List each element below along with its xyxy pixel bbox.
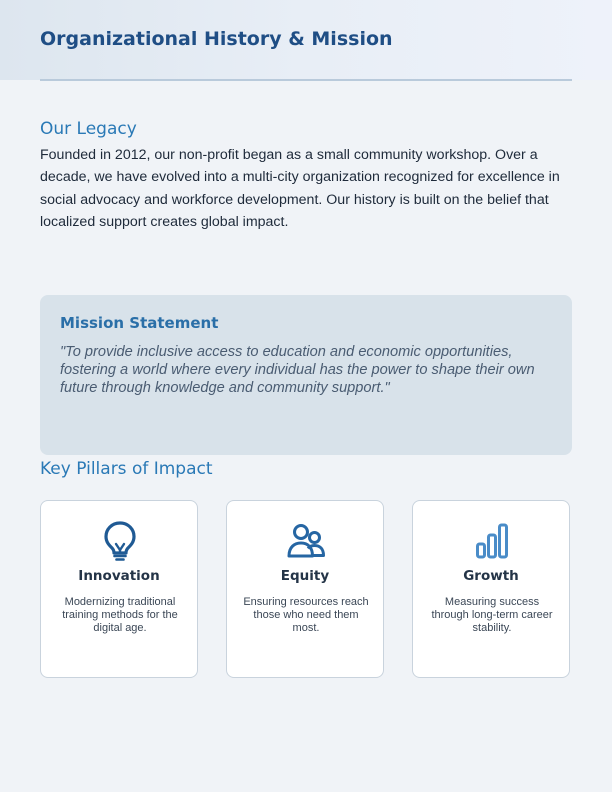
pillar-description: Ensuring resources reach those who need them most.	[243, 596, 369, 634]
legacy-text: Founded in 2012, our non-profit began as a small community workshop. Over a decade, we have evolved into a multi-city organization recognized for excellence in social advocacy and workforce development. Our history is built on the belief that localized support creates global impact.	[40, 147, 560, 231]
lightbulb-icon	[100, 519, 140, 561]
pillar-title: Equity	[280, 568, 330, 584]
header-divider	[40, 79, 572, 81]
pillar-title: Innovation	[78, 568, 160, 584]
pillar-card-growth	[412, 500, 570, 678]
mission-heading: Mission Statement	[60, 314, 219, 332]
pillars-heading: Key Pillars of Impact	[40, 459, 213, 479]
pillar-card-innovation	[40, 500, 198, 678]
page-title: Organizational History & Mission	[40, 28, 393, 50]
mission-quote: "To provide inclusive access to education and economic opportunities, fostering a world where every individual has the power to shape their own future through knowledge and community support."	[60, 344, 535, 396]
people-icon	[286, 519, 326, 561]
pillar-description: Modernizing traditional training methods for the digital age.	[62, 596, 178, 634]
pillar-card-equity	[226, 500, 384, 678]
mission-card	[40, 295, 572, 455]
pillar-description: Measuring success through long-term career stability.	[431, 596, 553, 634]
legacy-heading: Our Legacy	[40, 119, 137, 139]
pillar-title: Growth	[463, 568, 519, 584]
bar-chart-icon	[472, 519, 512, 561]
